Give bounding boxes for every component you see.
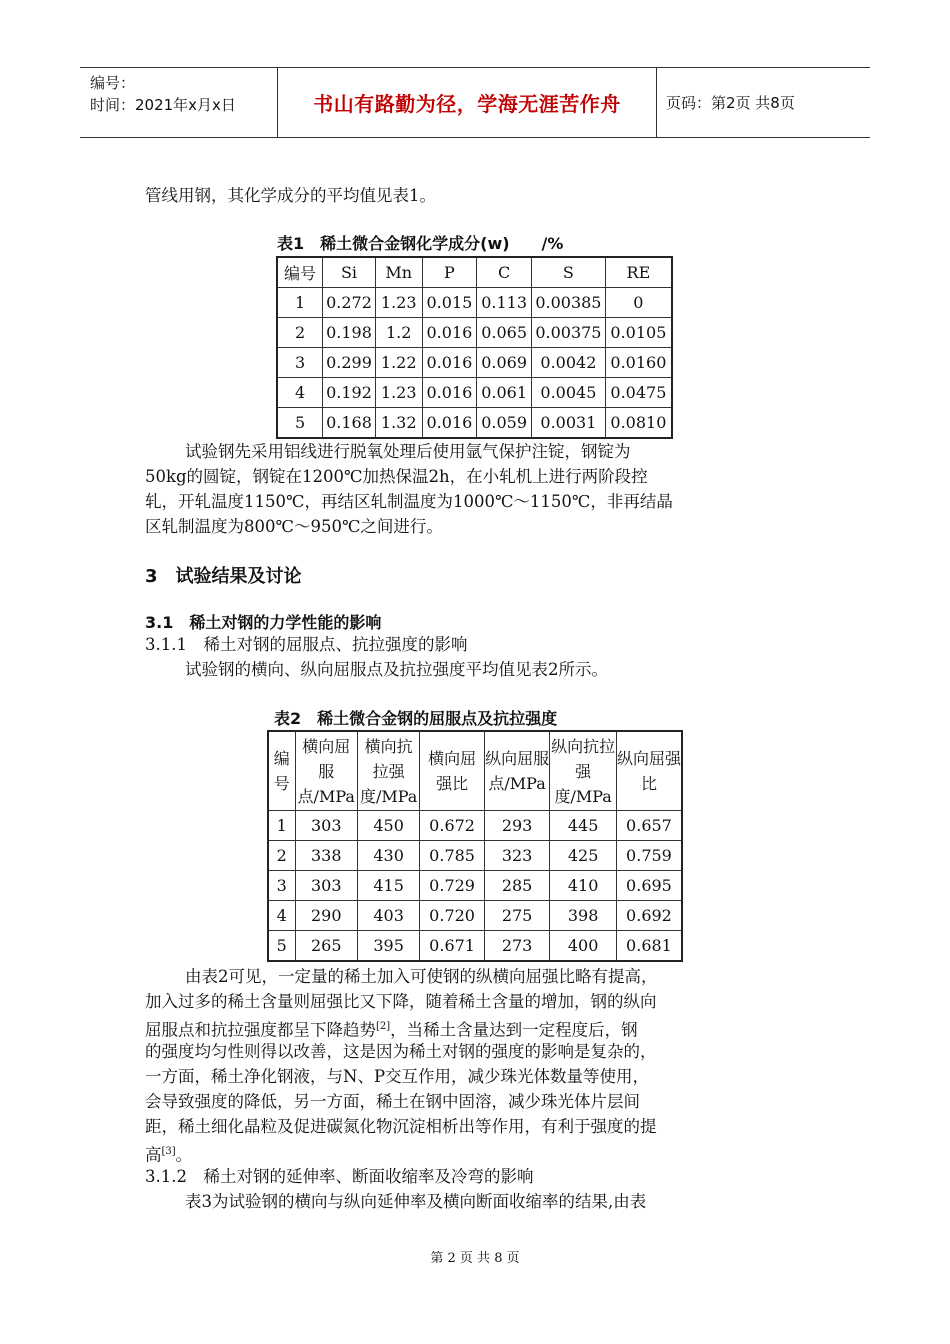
paragraph-line: 会导致强度的降低，另一方面，稀土在钢中固溶，减少珠光体片层间: [145, 1092, 640, 1111]
table-cell: 285: [484, 871, 550, 901]
table-cell: 0.671: [420, 931, 484, 962]
table-cell: 1.22: [375, 348, 422, 378]
table-row: [277, 408, 672, 439]
table-cell: 4: [268, 901, 295, 931]
header-page-info: 页码：第2页 共8页: [666, 94, 795, 112]
table-cell: 1.23: [375, 288, 422, 318]
table-cell: 1.32: [375, 408, 422, 439]
table-cell: 0.785: [420, 841, 484, 871]
table-cell: 293: [484, 811, 550, 841]
table-cell: 2: [268, 841, 295, 871]
table1-header-row: [277, 257, 672, 288]
table-cell: 0.729: [420, 871, 484, 901]
table-header-cell: 横向抗拉强度/MPa: [357, 731, 419, 811]
table-cell: 290: [295, 901, 357, 931]
table-header-cell: 编号: [268, 731, 295, 811]
paragraph-text: 高: [145, 1145, 162, 1165]
table-cell: 0.113: [477, 288, 532, 318]
table-cell: 0.720: [420, 901, 484, 931]
table-cell: 275: [484, 901, 550, 931]
table-row: [268, 811, 682, 841]
table-row: [268, 901, 682, 931]
table-cell: 0.0105: [605, 318, 672, 348]
table2-caption: 表2 稀土微合金钢的屈服点及抗拉强度: [274, 709, 558, 728]
section-heading: 3 试验结果及讨论: [145, 566, 302, 587]
table2: [267, 730, 683, 962]
header-motto: 书山有路勤为径，学海无涯苦作舟: [278, 68, 657, 137]
table-header-cell: 横向屈强比: [420, 731, 484, 811]
table-cell: 303: [295, 811, 357, 841]
table-cell: 0.299: [323, 348, 376, 378]
table-row: [277, 318, 672, 348]
table-cell: 0.059: [477, 408, 532, 439]
table-cell: 0.0031: [532, 408, 606, 439]
table-cell: 1.23: [375, 378, 422, 408]
table-header-cell: 纵向屈服点/MPa: [484, 731, 550, 811]
paragraph-line: 50kg的圆锭，钢锭在1200℃加热保温2h，在小轧机上进行两阶段控: [145, 467, 648, 486]
document-time-label: 时间：2021年x月x日: [90, 96, 236, 114]
table1: [276, 256, 673, 439]
table-cell: 0.272: [323, 288, 376, 318]
table-header-cell: Mn: [375, 257, 422, 288]
table-row: [268, 871, 682, 901]
table-cell: 0.065: [477, 318, 532, 348]
table-cell: 265: [295, 931, 357, 962]
table-cell: 5: [268, 931, 295, 962]
header-meta: [80, 68, 278, 137]
table-header-cell: 纵向屈强比: [616, 731, 682, 811]
paragraph-line: 试验钢的横向、纵向屈服点及抗拉强度平均值见表2所示。: [185, 660, 608, 679]
table2-header-row: [268, 731, 682, 811]
subsection-heading: 3.1 稀土对钢的力学性能的影响: [145, 613, 382, 632]
table-cell: 0.192: [323, 378, 376, 408]
table-cell: 0.759: [616, 841, 682, 871]
table-cell: 273: [484, 931, 550, 962]
table1-caption: 表1 稀土微合金钢化学成分(w) /%: [277, 234, 564, 253]
table-cell: 3: [277, 348, 323, 378]
table-cell: 0.0160: [605, 348, 672, 378]
table-row: [268, 841, 682, 871]
table-cell: 425: [550, 841, 617, 871]
table-cell: 323: [484, 841, 550, 871]
table-cell: 0.692: [616, 901, 682, 931]
paragraph-line: 区轧制温度为800℃～950℃之间进行。: [145, 517, 443, 536]
table-cell: 1: [268, 811, 295, 841]
table-header-cell: 编号: [277, 257, 323, 288]
table-cell: 0: [605, 288, 672, 318]
paragraph-line: 表3为试验钢的横向与纵向延伸率及横向断面收缩率的结果,由表: [185, 1192, 647, 1211]
table-cell: 400: [550, 931, 617, 962]
page-footer: 第 2 页 共 8 页: [430, 1251, 520, 1266]
paragraph-line: 试验钢先采用铝线进行脱氧处理后使用氩气保护注锭，钢锭为: [185, 442, 631, 461]
page-header: [80, 67, 870, 138]
subsubsection-heading: 3.1.2 稀土对钢的延伸率、断面收缩率及冷弯的影响: [145, 1167, 534, 1186]
citation: [2]: [376, 1021, 391, 1032]
paragraph-text: ，当稀土含量达到一定程度后，钢: [390, 1020, 638, 1040]
paragraph-line: 由表2可见，一定量的稀土加入可使钢的纵横向屈强比略有提高，: [185, 967, 658, 986]
table-cell: 2: [277, 318, 323, 348]
table-cell: 0.168: [323, 408, 376, 439]
table-cell: 0.0042: [532, 348, 606, 378]
table-header-cell: 横向屈服点/MPa: [295, 731, 357, 811]
table-header-cell: 纵向抗拉强度/MPa: [550, 731, 617, 811]
table-cell: 0.061: [477, 378, 532, 408]
table-cell: 0.695: [616, 871, 682, 901]
table-header-cell: S: [532, 257, 606, 288]
table-row: [277, 378, 672, 408]
citation: [3]: [161, 1146, 176, 1157]
table-cell: 338: [295, 841, 357, 871]
table-cell: 1: [277, 288, 323, 318]
table-cell: 415: [357, 871, 419, 901]
table-cell: 398: [550, 901, 617, 931]
paragraph-line: 的强度均匀性则得以改善，这是因为稀土对钢的强度的影响是复杂的，: [145, 1042, 657, 1061]
intro-text: 管线用钢，其化学成分的平均值见表1。: [145, 186, 436, 205]
table-cell: 303: [295, 871, 357, 901]
table-cell: 0.681: [616, 931, 682, 962]
document-number-label: 编号：: [90, 74, 136, 92]
table-cell: 395: [357, 931, 419, 962]
table-cell: 0.00375: [532, 318, 606, 348]
table-cell: 0.016: [422, 348, 477, 378]
table-cell: 0.0475: [605, 378, 672, 408]
table-cell: 0.198: [323, 318, 376, 348]
table-cell: 5: [277, 408, 323, 439]
paragraph-line: 距，稀土细化晶粒及促进碳氮化物沉淀相析出等作用，有利于强度的提: [145, 1117, 657, 1136]
table-cell: 0.657: [616, 811, 682, 841]
paragraph-line: 加入过多的稀土含量则屈强比又下降，随着稀土含量的增加，钢的纵向: [145, 992, 657, 1011]
table-cell: 3: [268, 871, 295, 901]
table-header-cell: C: [477, 257, 532, 288]
table-cell: 0.016: [422, 378, 477, 408]
table-cell: 0.016: [422, 318, 477, 348]
table-cell: 445: [550, 811, 617, 841]
table-cell: 4: [277, 378, 323, 408]
table-cell: 0.672: [420, 811, 484, 841]
table-row: [268, 931, 682, 962]
paragraph-line: 一方面，稀土净化钢液，与N、P交互作用，减少珠光体数量等使用，: [145, 1067, 650, 1086]
paragraph-line: 轧，开轧温度1150℃，再结区轧制温度为1000℃～1150℃，非再结晶: [145, 492, 673, 511]
table-row: [277, 348, 672, 378]
paragraph-text: 。: [175, 1145, 193, 1165]
table-cell: 0.016: [422, 408, 477, 439]
subsubsection-heading: 3.1.1 稀土对钢的屈服点、抗拉强度的影响: [145, 635, 468, 654]
table-cell: 403: [357, 901, 419, 931]
table-header-cell: Si: [323, 257, 376, 288]
table-cell: 410: [550, 871, 617, 901]
table-header-cell: RE: [605, 257, 672, 288]
table-cell: 1.2: [375, 318, 422, 348]
table-header-cell: P: [422, 257, 477, 288]
paragraph-text: 屈服点和抗拉强度都呈下降趋势: [145, 1020, 376, 1040]
table-cell: 0.069: [477, 348, 532, 378]
table-row: [277, 288, 672, 318]
table-cell: 0.0810: [605, 408, 672, 439]
table-cell: 0.0045: [532, 378, 606, 408]
table-cell: 430: [357, 841, 419, 871]
table-cell: 0.015: [422, 288, 477, 318]
table-cell: 0.00385: [532, 288, 606, 318]
table-cell: 450: [357, 811, 419, 841]
